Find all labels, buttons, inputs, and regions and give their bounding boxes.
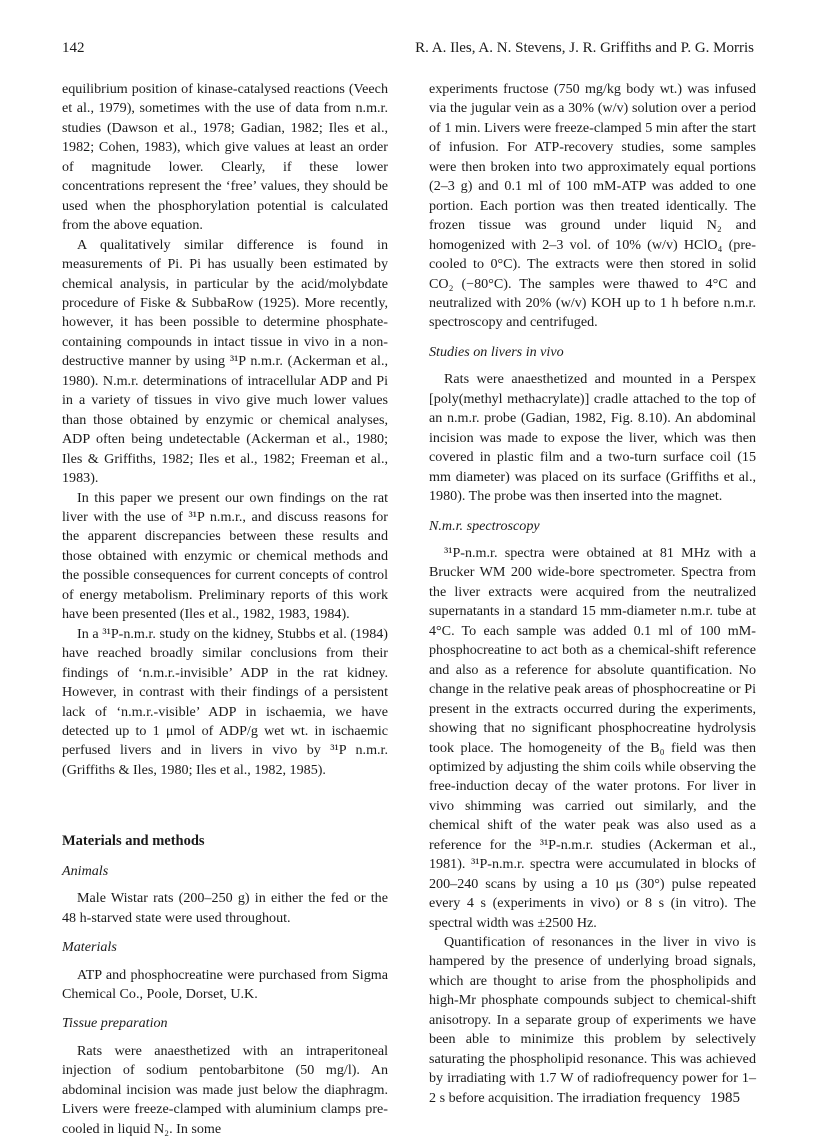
left-column [62,80,388,1139]
journal-code: 1985 [710,1090,740,1106]
nmr-spectroscopy-heading: N.m.r. spectroscopy [429,517,540,534]
intro-paragraph-continued: equilibrium position of kinase-catalysed reactions (Veech et al., 1979), sometimes with the use of data from n.m.r. studies (Dawson et al., 1978; Gadian, 1982; Iles et al., 1982; Cohen, 1983), which give values at least an order of magnitude lower. Clearly, if these lower concentrations represent the ‘free’ values, they should be used when the phosphorylation potential is calculated from the above equation. [62,81,388,234]
materials-text: ATP and phosphocreatine were purchased from Sigma Chemical Co., Poole, Dorset, U.K. [62,966,388,1003]
tissue-preparation-heading: Tissue preparation [62,1015,168,1032]
intro-paragraph-pi: A qualitatively similar difference is found in measurements of Pi. Pi has usually been estimated by chemical analysis, in particular by the acid/molybdate procedure of Fiske & SubbaRow (1925). More recently, however, it has been possible to determine phosphate-containing compounds in intact tissue in vivo in a non-destructive manner by using ³¹P n.m.r. (Ackerman et al., 1980). N.m.r. determinations of intracellular ADP and Pi in a variety of tissues in vivo give much lower values than those obtained by enzymic or chemical analyses, ADP often being undetectable (Ackerman et al., 1980; Iles & Griffiths, 1982; Iles et al., 1982; Freeman et al., 1983). [62,236,388,487]
animals-heading: Animals [62,862,109,879]
section-spacer [62,780,388,808]
right-column [429,80,756,1108]
nmr-spectroscopy-text: ³¹P-n.m.r. spectra were obtained at 81 MHz with a Brucker WM 200 wide-bore spectrometer. Spectra from the liver extracts were acquired from the neutralized supernatants in a standard 15 mm-diameter n.m.r. tube at 4°C. To each sample was added 0.1 ml of 100 mM-phosphocreatine to act both as a chemical-shift reference and also as a reference for absolute quantification. No change in the relative peak areas of phosphocreatine or Pi present in the extracts occurred during the experiments, showing that no significant phosphocreatine hydrolysis took place. The homogeneity of the B₀ field was then optimized by adjusting the shim coils while observing the free-induction decay of the water protons. For liver in vivo shimming was carried out similarly, and the chemical shift of the water peak was also used as a reference for the ³¹P-n.m.r. studies (Ackerman et al., 1981). ³¹P-n.m.r. spectra were accumulated in blocks of 200–240 scans by using a 10 μs (30°) pulse repeated every 4 s (experiments in vivo) or 8 s (in vitro). The spectral width was ±2500 Hz. [429,544,756,931]
page-number: 142 [62,40,85,56]
intro-paragraph-kidney: In a ³¹P-n.m.r. study on the kidney, Stubbs et al. (1984) have reached broadly similar conclusions from their findings of ‘n.m.r.-invisible’ ADP in the rat kidney. However, in contrast with their findings of a persistent lack of ‘n.m.r.-visible’ ADP in ischaemia, we have detected up to 1 μmol of ADP/g wet wt. in ischaemic perfused livers and in livers in vivo by ³¹P n.m.r. (Griffiths & Iles, 1980; Iles et al., 1982, 1985). [62,625,388,778]
animals-text: Male Wistar rats (200–250 g) in either the fed or the 48 h-starved state were used throughout. [62,890,388,926]
methods-heading: Materials and methods [62,833,205,850]
quantification-text: Quantification of resonances in the liver in vivo is hampered by the presence of underlying broad signals, which are thought to arise from the phospholipids and high-Mr phosphate compounds subject to chemical-shift anisotropy. In a separate group of experiments we have been able to minimize this problem by selectively saturating the phospholipid resonance. This was achieved by irradiating with 1.7 W of radiofrequency power for 1–2 s before acquisition. The irradiation frequency [429,934,756,1106]
materials-heading: Materials [62,939,117,956]
tissue-preparation-continued: experiments fructose (750 mg/kg body wt.) was infused via the jugular vein as a 30% (w/v) solution over a period of 1 min. Livers were freeze-clamped 5 min after the start of infusion. For ATP-recovery studies, some samples were then broken into two approximately equal portions (2–3 g) and 0.1 ml of 100 mM-ATP was added to one portion. Each portion was then treated identically. The frozen tissue was ground under liquid N₂ and homogenized with 2–3 vol. of 10% (w/v) HClO₄ (pre-cooled to 0°C). The extracts were then stored in solid CO₂ (−80°C). The samples were thawed to 4°C and neutralized with 20% (w/v) KOH up to 1 h before n.m.r. spectroscopy and centrifuged. [429,81,756,331]
running-head-authors: R. A. Iles, A. N. Stevens, J. R. Griffiths and P. G. Morris [415,40,754,56]
page-header [62,40,754,62]
tissue-preparation-text: Rats were anaesthetized with an intraperitoneal injection of sodium pentobarbitone (50 mg/l). An abdominal incision was made just below the diaphragm. Livers were freeze-clamped with aluminium clamps pre-cooled in liquid N₂. In some [62,1042,388,1137]
intro-paragraph-this-paper: In this paper we present our own findings on the rat liver with the use of ³¹P n.m.r., and discuss reasons for the apparent discrepancies between these results and those obtained with enzymic or chemical methods and the possible consequences for current concepts of control of energy metabolism. Preliminary reports of this work have been presented (Iles et al., 1982, 1983, 1984). [62,489,388,623]
in-vivo-text: Rats were anaesthetized and mounted in a Perspex [poly(methyl methacrylate)] cradle attached to the top of an n.m.r. probe (Gadian, 1982, Fig. 8.10). An abdominal incision was made to expose the liver, which was then covered in plastic film and a two-turn surface coil (15 mm diameter) was placed on its surface (Griffiths et al., 1980). The probe was then inserted into the magnet. [429,371,756,505]
in-vivo-heading: Studies on livers in vivo [429,343,564,360]
